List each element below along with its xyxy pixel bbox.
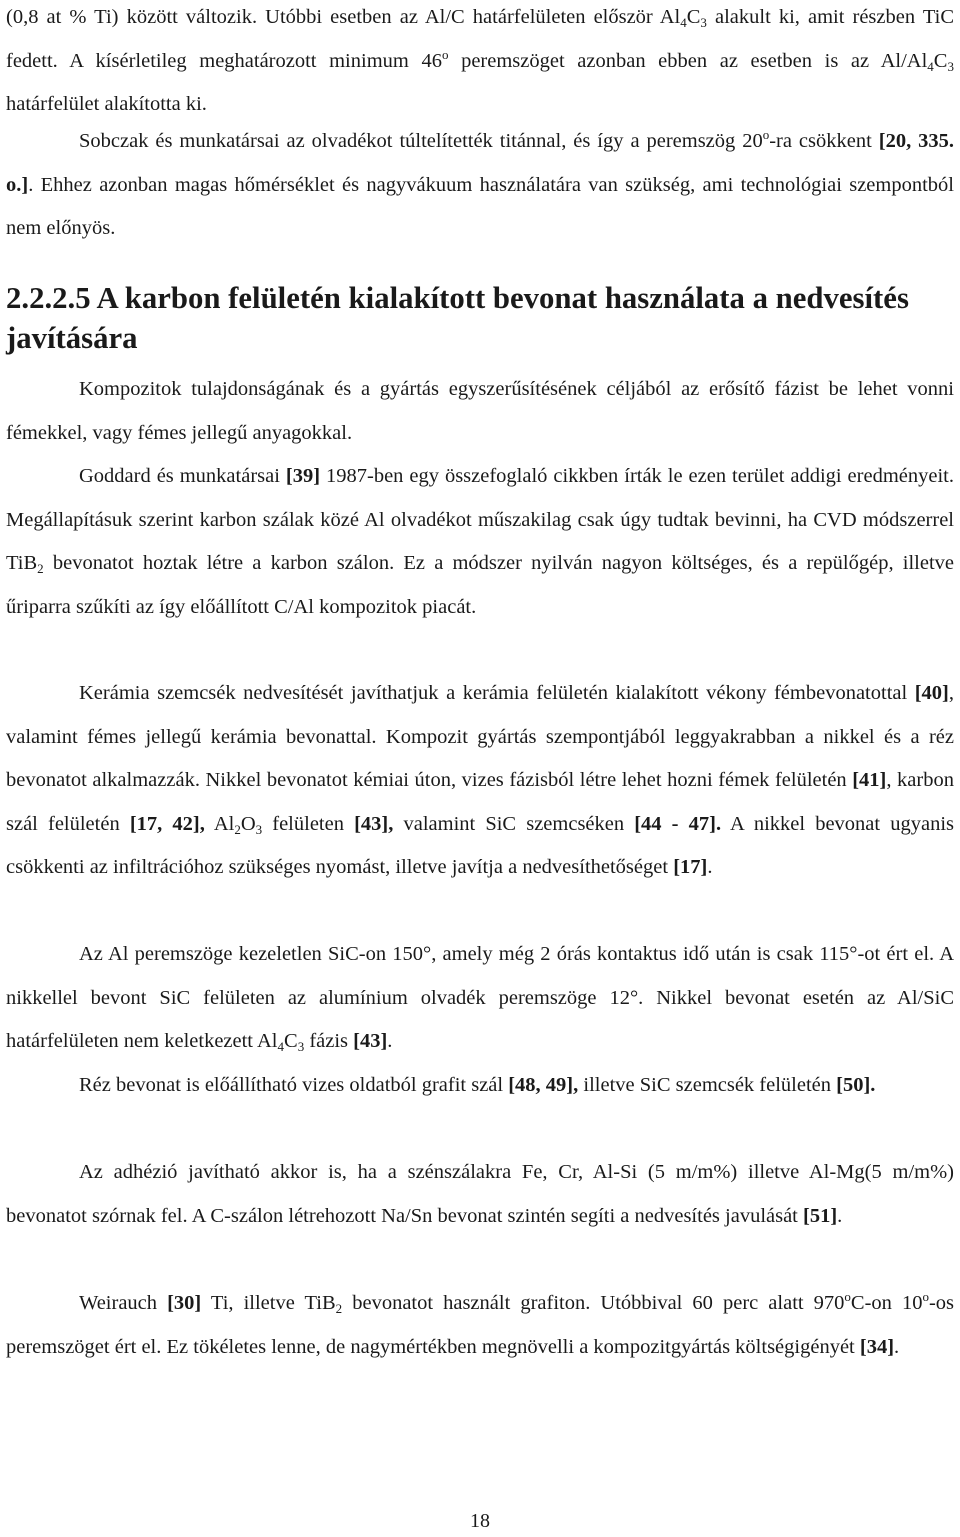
subscript: 4 [927,58,934,74]
text: . [707,856,713,878]
section-heading: 2.2.2.5 A karbon felületén kialakított bevonat használata a nedvesítés javítására [6,281,909,355]
text: illetve SiC szemcsék felületén [578,1074,837,1096]
text: felületen [262,812,355,835]
text: Kompozitok tulajdonságának és a gyártás egyszerűsítésének céljából az erősítő fázist be lehet vonni fémekkel, vagy fémes jellegű anyagokkal. [6,378,954,444]
page-number: 18 [470,1510,490,1532]
text: -ra csökkent [769,130,879,152]
citation: [43] [353,1030,388,1052]
text: fázis [304,1030,354,1052]
citation: [17, 42], [129,812,205,835]
text: Réz bevonat is előállítható vizes oldatból grafit szál [79,1074,509,1096]
text: bevonatot használt grafiton. Utóbbival 60 perc alatt 970 [342,1292,845,1314]
text: Goddard és munkatársai [79,465,286,487]
text: . [837,1204,843,1227]
text: . Ehhez azonban magas hőmérséklet és nagyvákuum használatára van szükség, ami technológiai szempontból nem előnyös. [6,173,954,239]
text: A nikkel bevonat ugyanis csökkenti az infiltrációhoz szükséges nyomást, illetve javítja a nedvesíthetőséget [6,812,954,878]
text: . [894,1335,900,1358]
text: Sobczak és munkatársai az olvadékot túltelítették titánnal, és így a peremszög 20 [79,130,763,152]
text: Weirauch [79,1292,168,1314]
text: -os peremszöget ért el. Ez tökéletes lenne, de nagymértékben megnövelli a kompozitgyártás költségigényét [6,1292,955,1358]
text: határfelület alakította ki. [6,93,207,115]
text: 1987-ben egy összefoglaló cikkben írták le ezen terület addigi eredményeit. Megállapításuk szerint karbon szálak közé Al olvadékot műszakilag csak úgy tudtak bevinni, ha CVD módszerrel TiB [6,465,954,574]
citation: [20, 335. o.] [6,130,955,196]
citation: [17] [673,856,708,878]
text: Ti, illetve TiB [201,1292,336,1314]
text: valamint SiC szemcséken [393,812,635,835]
subscript: 3 [255,821,263,837]
text: C [933,49,948,72]
text: Kerámia szemcsék nedvesítését javíthatjuk a kerámia felületén kialakított vékony fémbevonatottal [79,682,915,704]
citation: [48, 49], [508,1074,579,1096]
text: Al [204,812,235,835]
subscript: 2 [234,821,241,837]
superscript: o [922,1289,929,1304]
superscript: o [844,1289,851,1304]
text: alakult ki, amit részben TiC fedett. A kísérletileg meghatározott minimum 46 [6,6,954,72]
subscript: 4 [680,15,687,30]
superscript: o [441,46,449,62]
subscript: 3 [297,1039,305,1054]
citation: [44 - 47]. [634,812,722,835]
citation: [34] [859,1335,895,1358]
paragraph-1 [6,0,954,127]
citation: [40] [914,682,949,704]
text: peremszöget azonban ebben az esetben is az Al/Al [448,49,928,72]
superscript: o [762,127,770,142]
paragraph-7 [6,1064,954,1108]
text: C [686,6,701,28]
paragraph-5 [6,672,954,890]
subscript: 3 [947,58,954,74]
text: . [387,1030,393,1052]
subscript: 2 [335,1301,343,1316]
paragraph-9 [6,1282,954,1369]
citation: [30] [167,1292,202,1314]
text: Az Al peremszöge kezeletlen SiC-on 150°, amely még 2 órás kontaktus idő után is csak 115°-ot ért el. A nikkellel bevont SiC felületen az alumínium olvadék peremszöge 12°. Nikkel bevonat esetén az Al/SiC határfelületen nem keletkezett Al [6,943,954,1052]
paragraph-4 [6,455,954,629]
text: C-on 10 [850,1292,923,1314]
text: Az adhézió javítható akkor is, ha a szénszálakra Fe, Cr, Al-Si (5 m/m%) illetve Al-Mg(5 m/m%) bevonatot szórnak fel. A C-szálon létrehozott Na/Sn bevonat szintén segíti a nedvesítés javulását [6,1161,954,1227]
text: , karbon szál felületén [6,769,954,835]
subscript: 2 [37,561,44,576]
paragraph-8 [6,1151,954,1238]
citation: [41] [852,769,887,791]
paragraph-3 [6,368,954,455]
citation: [39] [285,465,321,487]
text: (0,8 at % Ti) között változik. Utóbbi esetben az Al/C határfelületen először Al [6,6,681,28]
text: , valamint fémes jellegű kerámia bevonattal. Kompozit gyártás szempontjából leggyakrabban a nikkel és a réz bevonatot alkalmazzák. Nikkel bevonatot kémiai úton, vizes fázisból létre lehet hozni fémek felületén [6,682,954,791]
citation: [43], [354,812,394,835]
subscript: 4 [277,1039,284,1054]
text: O [240,812,256,835]
citation: [50]. [836,1074,876,1096]
text: bevonatot hoztak létre a karbon szálon. Ez a módszer nyilván nagyon költséges, és a repülőgép, illetve űriparra szűkíti az így előállított C/Al kompozitok piacát. [6,552,954,618]
citation: [51] [803,1204,838,1227]
subscript: 3 [700,15,707,30]
text: C [284,1030,298,1052]
paragraph-2 [6,120,954,251]
paragraph-6 [6,933,954,1064]
